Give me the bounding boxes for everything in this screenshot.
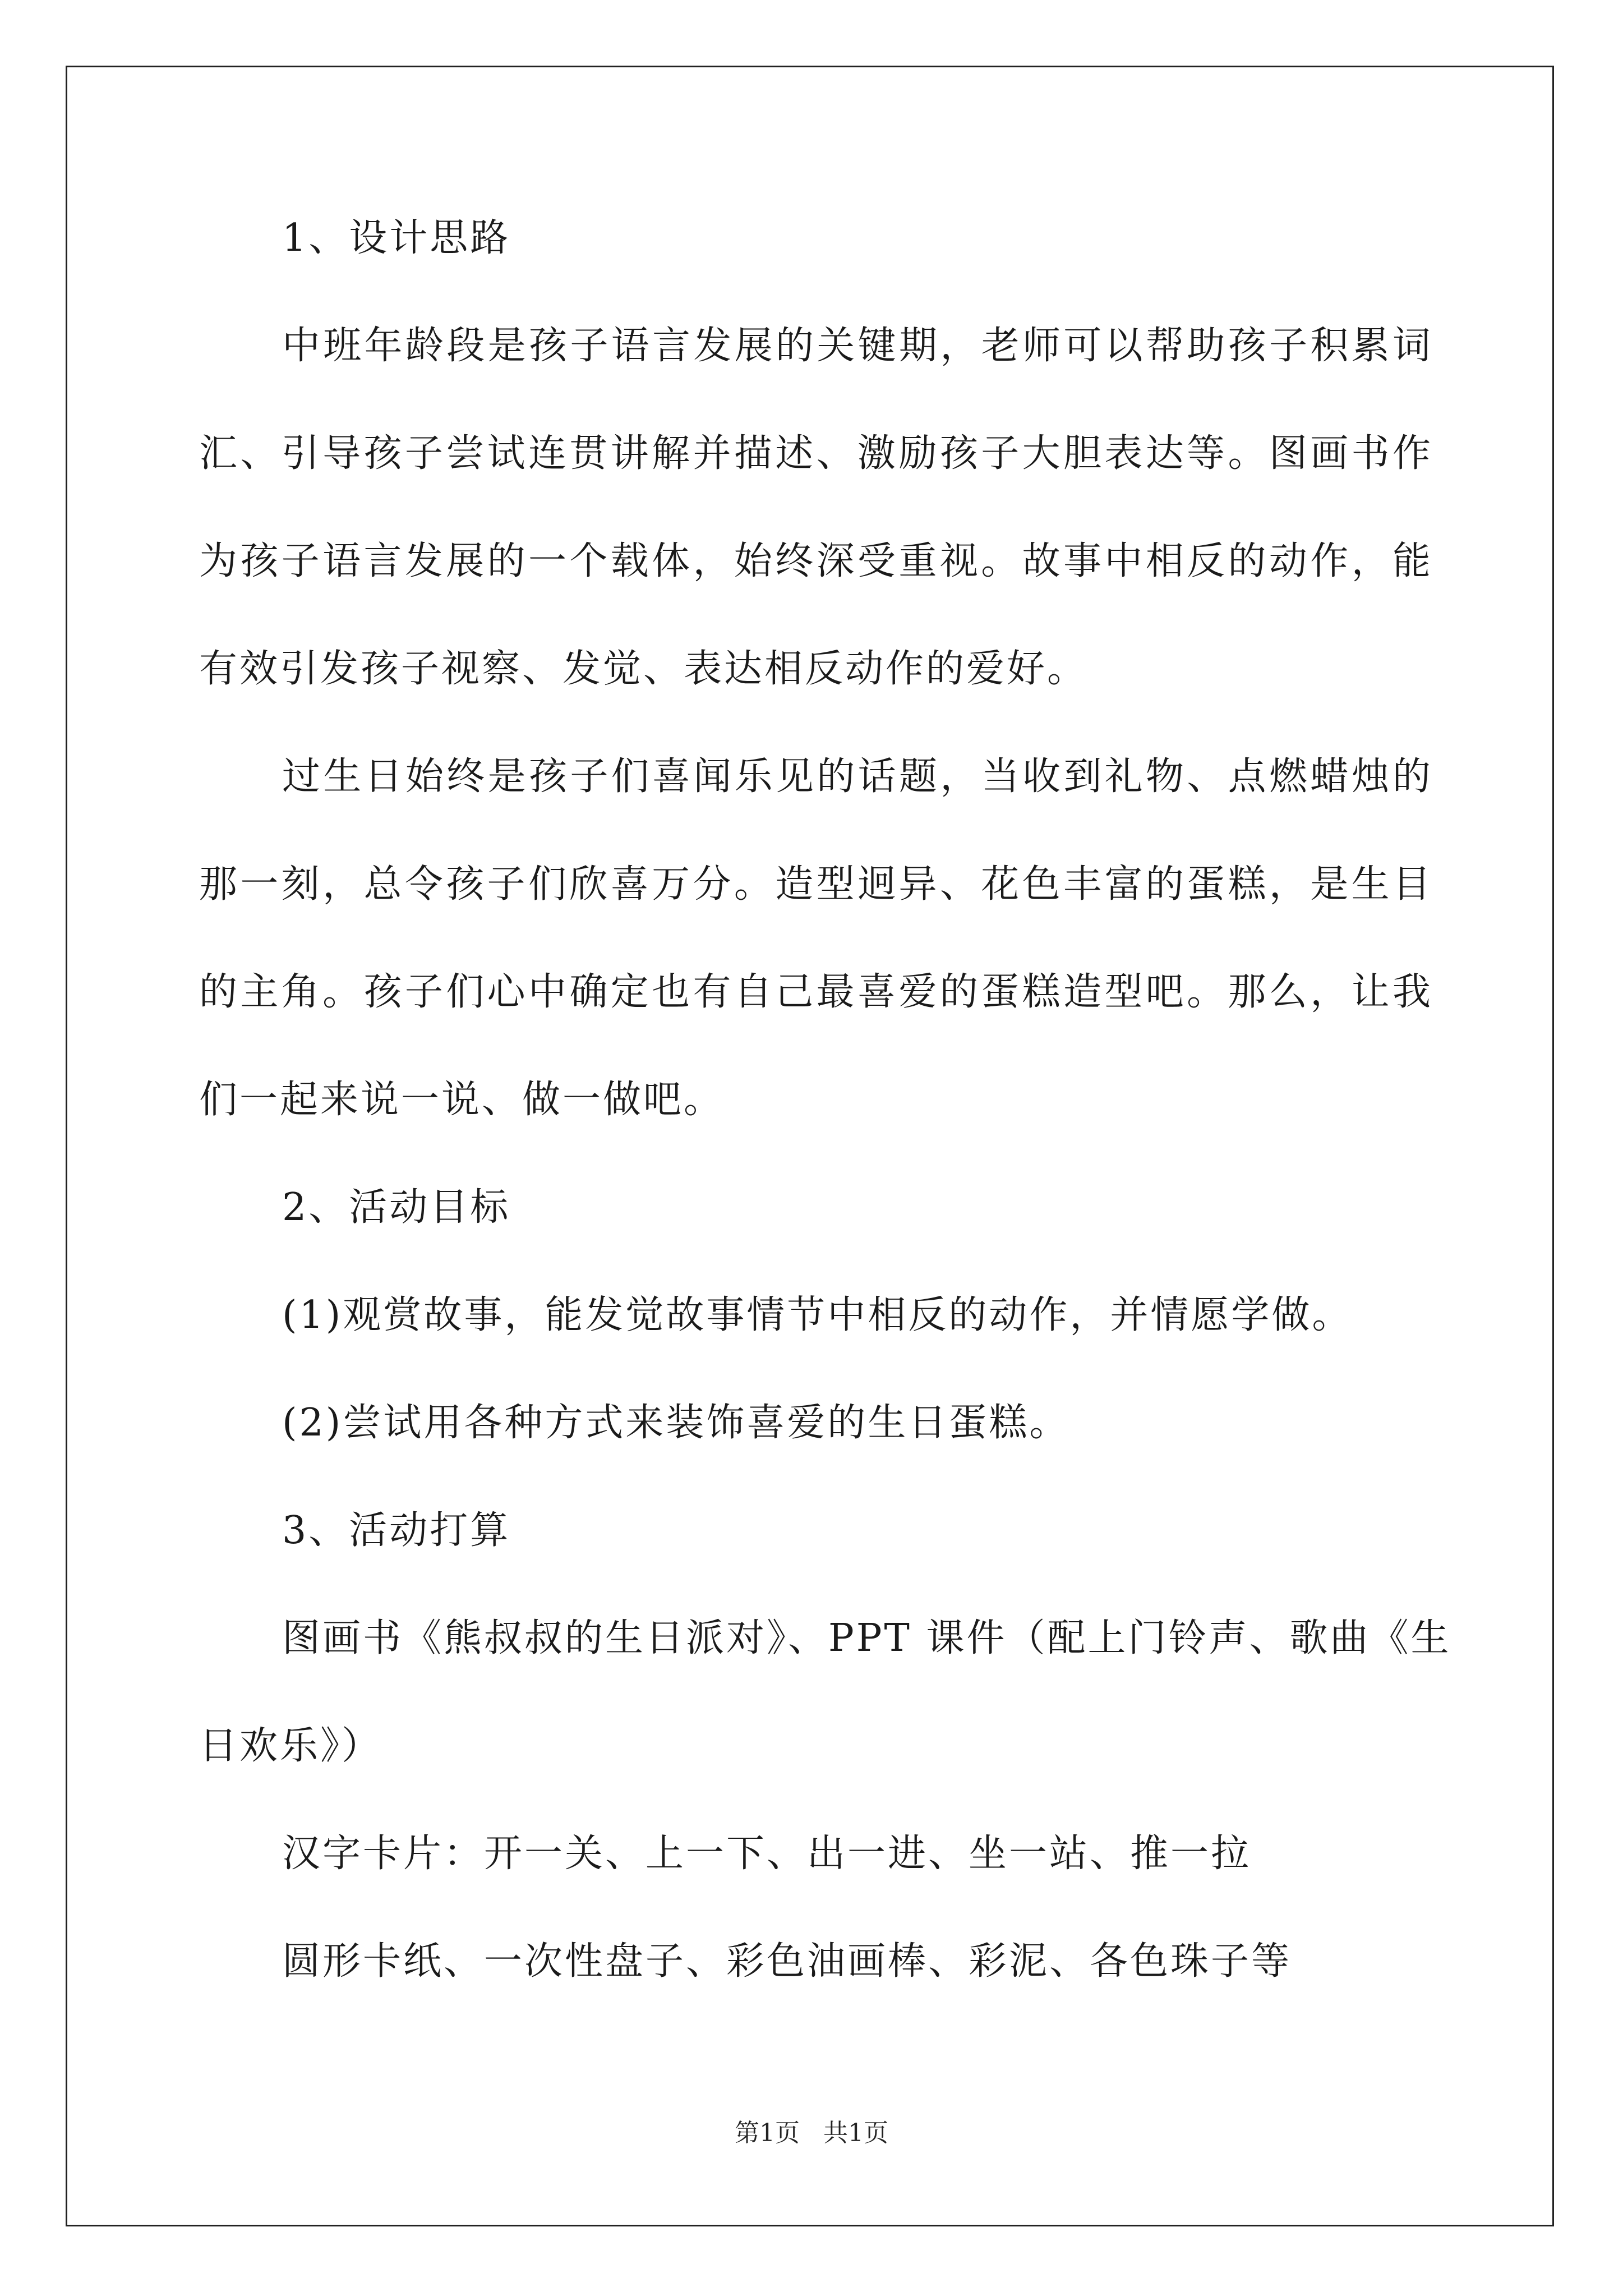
paragraph-line: 的主角。孩子们心中确定也有自己最喜爱的蛋糕造型吧。那么，让我 (199, 970, 1433, 1014)
goal-item: (2)尝试用各种方式来装饰喜爱的生日蛋糕。 (282, 1401, 1070, 1445)
paragraph-line: 图画书《熊叔叔的生日派对》、PPT 课件（配上门铃声、歌曲《生 (282, 1616, 1451, 1660)
paragraph-line: 有效引发孩子视察、发觉、表达相反动作的爱好。 (199, 647, 1088, 691)
page-border (66, 66, 1554, 2226)
paragraph-line: 那一刻，总令孩子们欣喜万分。造型迥异、花色丰富的蛋糕，是生目 (199, 862, 1433, 907)
goal-item: (1)观赏故事，能发觉故事情节中相反的动作，并情愿学做。 (282, 1293, 1353, 1337)
paragraph-line: 日欢乐》） (199, 1724, 382, 1768)
paragraph-line: 过生日始终是孩子们喜闻乐见的话题，当收到礼物、点燃蜡烛的 (282, 754, 1433, 799)
paragraph-line: 汉字卡片：开一关、上一下、出一进、坐一站、推一拉 (282, 1832, 1252, 1876)
heading-activity-preparation: 3、活动打算 (282, 1508, 511, 1553)
page-number-current: 第1页 (735, 2119, 800, 2147)
paragraph-line: 汇、引导孩子尝试连贯讲解并描述、激励孩子大胆表达等。图画书作 (199, 431, 1433, 476)
paragraph-line: 圆形卡纸、一次性盘子、彩色油画棒、彩泥、各色珠子等 (282, 1939, 1292, 1984)
page-footer (0, 2116, 1623, 2150)
paragraph-line: 为孩子语言发展的一个载体，始终深受重视。故事中相反的动作，能 (199, 539, 1433, 583)
heading-design-idea: 1、设计思路 (282, 216, 511, 260)
heading-activity-goals: 2、活动目标 (282, 1185, 511, 1230)
paragraph-line: 们一起来说一说、做一做吧。 (199, 1078, 725, 1122)
page-number-total: 共1页 (823, 2119, 888, 2147)
paragraph-line: 中班年龄段是孩子语言发展的关键期，老师可以帮助孩子积累词 (282, 324, 1433, 368)
